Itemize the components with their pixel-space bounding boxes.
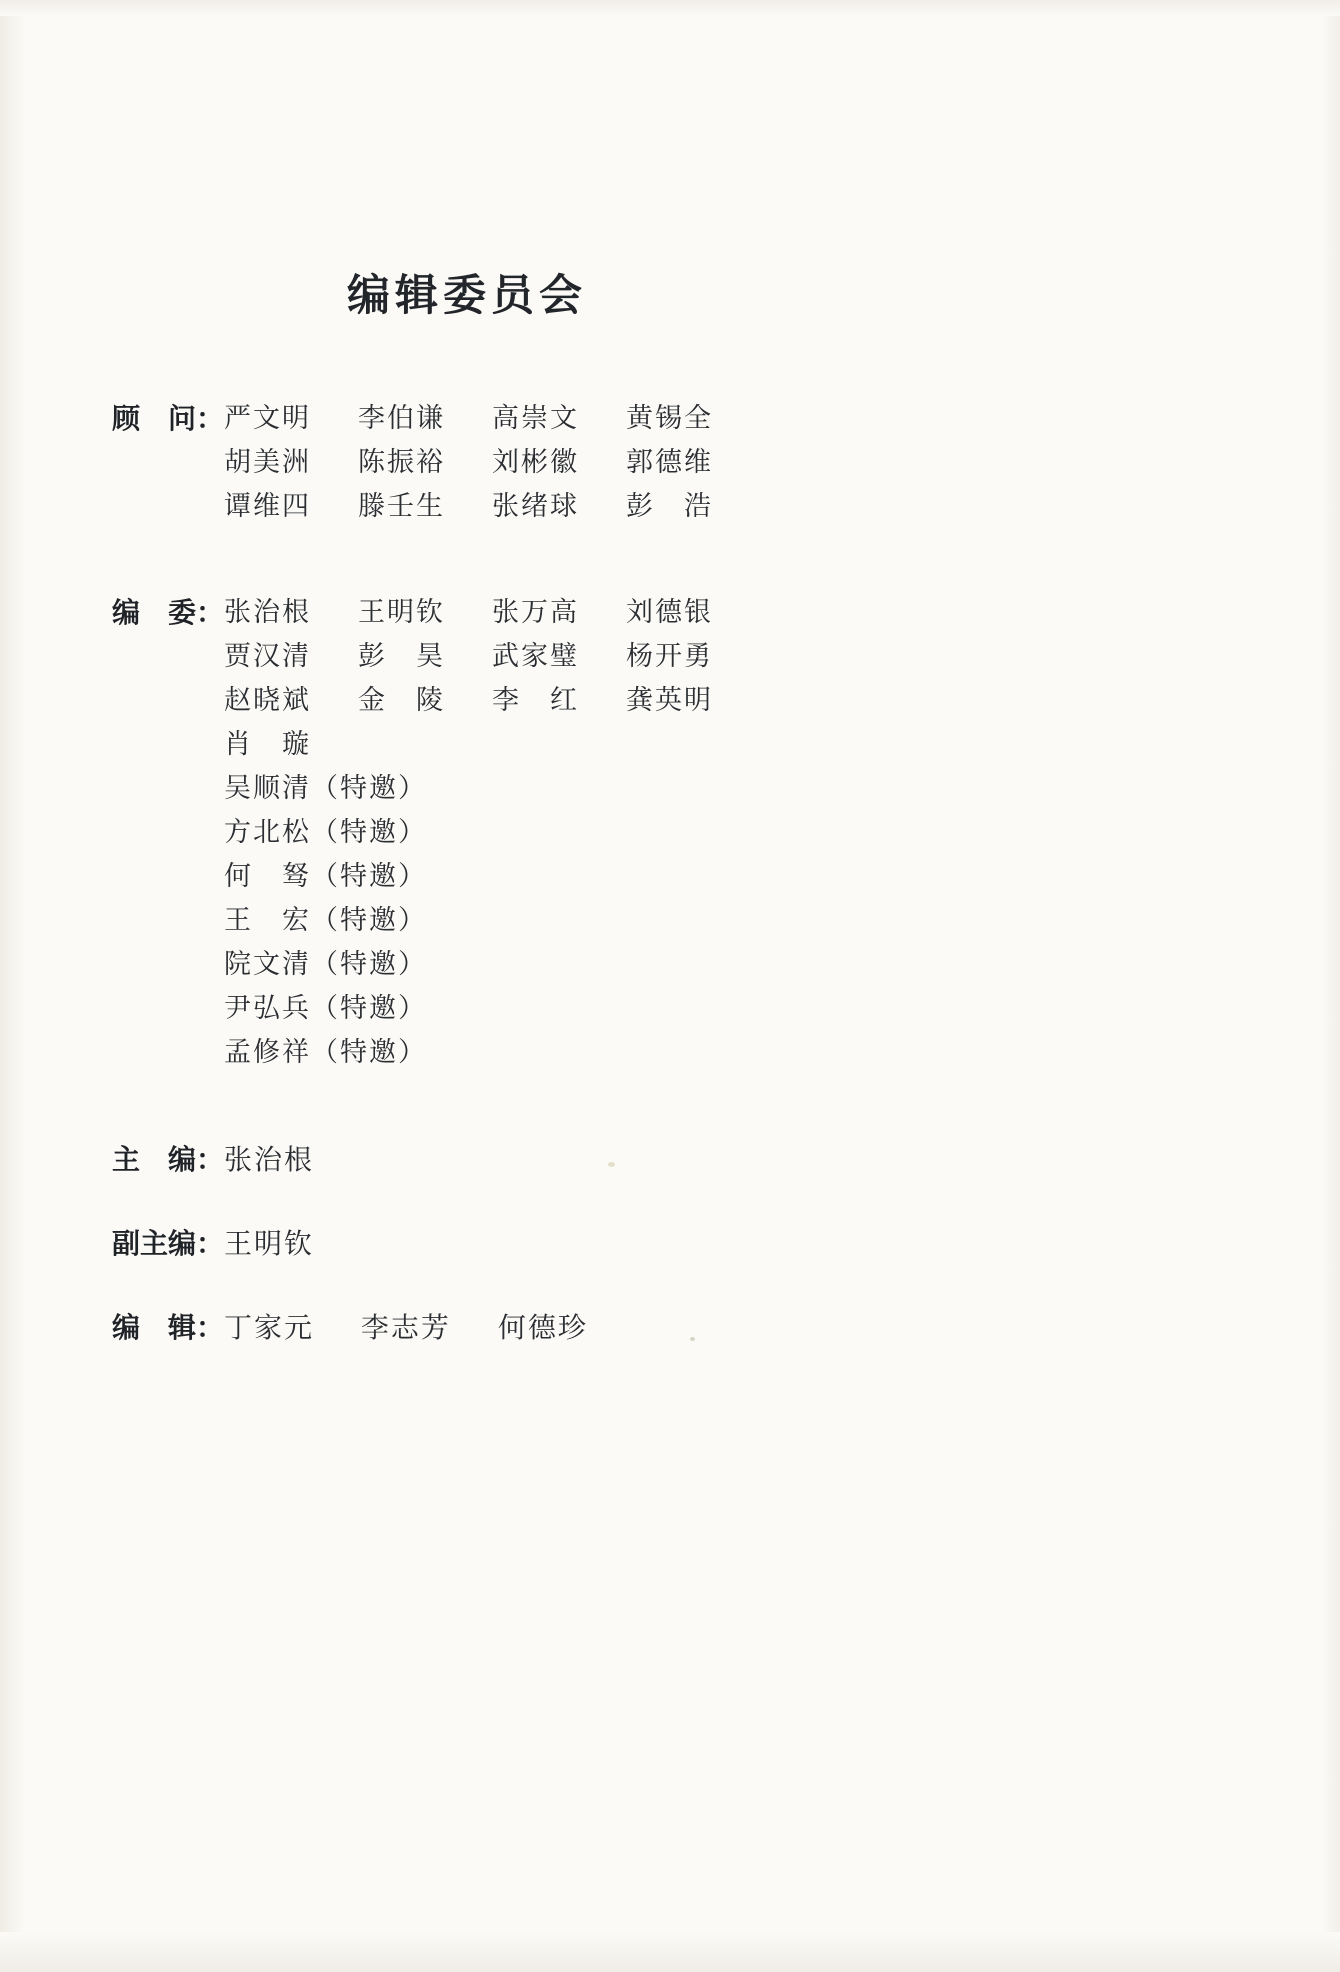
- board-special-member: 吴顺清（特邀）: [224, 773, 427, 804]
- board-special-row: [224, 855, 1242, 899]
- board-member-name: 张万高: [492, 597, 579, 628]
- value-editors: [224, 1305, 624, 1351]
- advisor-name: 滕壬生: [358, 491, 445, 522]
- advisor-name: 刘彬徽: [492, 447, 579, 478]
- section-label-advisors: 顾 问：: [112, 402, 225, 435]
- advisor-name: 彭 浩: [626, 491, 713, 522]
- board-member-name: 贾汉清: [224, 641, 311, 672]
- advisors-row: [224, 485, 1242, 529]
- section-spacer: [112, 565, 1242, 591]
- board-special-member: 方北松（特邀）: [224, 817, 427, 848]
- board-member-name: 李 红: [492, 685, 579, 716]
- section-label-editorial-board: 编 委：: [112, 596, 225, 629]
- board-special-row: [224, 987, 1242, 1031]
- editor-name: 李志芳: [360, 1311, 451, 1344]
- advisors-row: [224, 397, 1242, 441]
- editor-name: 丁家元: [224, 1311, 315, 1344]
- board-member-name: 彭 昊: [358, 641, 445, 672]
- board-row: [224, 723, 1242, 767]
- editorial-board-rows: [224, 591, 1242, 1075]
- page-edge-right: [1322, 0, 1340, 1972]
- board-row: [224, 679, 1242, 723]
- board-special-row: [224, 767, 1242, 811]
- label-editors: 编 辑：: [112, 1311, 225, 1344]
- editor-name: 何德珍: [497, 1311, 588, 1344]
- board-special-member: 院文清（特邀）: [224, 949, 427, 980]
- row-deputy-editor-in-chief: [112, 1221, 1242, 1267]
- board-member-name: 刘德银: [626, 597, 713, 628]
- board-member-name: 杨开勇: [626, 641, 713, 672]
- section-advisors: [112, 397, 1242, 529]
- advisor-name: 谭维四: [224, 491, 311, 522]
- row-editor-in-chief: [112, 1137, 1242, 1183]
- label-deputy-editor-in-chief: 副主编：: [112, 1227, 225, 1260]
- board-member-name: 赵晓斌: [224, 685, 311, 716]
- advisor-name: 黄锡全: [626, 403, 713, 434]
- board-member-name: 龚英明: [626, 685, 713, 716]
- page-edge-top: [0, 0, 1340, 16]
- section-editorial-board: [112, 591, 1242, 1075]
- board-member-name: 张治根: [224, 597, 311, 628]
- advisor-name: 陈振裕: [358, 447, 445, 478]
- advisors-rows: [224, 397, 1242, 529]
- row-editors: [112, 1305, 1242, 1351]
- advisor-name: 严文明: [224, 403, 311, 434]
- value-editor-in-chief: 张治根: [224, 1143, 315, 1176]
- label-editor-in-chief: 主 编：: [112, 1143, 225, 1176]
- value-deputy-editor-in-chief: 王明钦: [224, 1227, 315, 1260]
- advisors-row: [224, 441, 1242, 485]
- section-spacer: [112, 1111, 1242, 1137]
- board-row: [224, 591, 1242, 635]
- page-content: [112, 262, 1242, 1389]
- board-special-row: [224, 899, 1242, 943]
- advisor-name: 张绪球: [492, 491, 579, 522]
- board-special-member: 何 驽（特邀）: [224, 861, 427, 892]
- advisor-name: 胡美洲: [224, 447, 311, 478]
- board-member-name: 武家璧: [492, 641, 579, 672]
- board-special-row: [224, 943, 1242, 987]
- page-edge-left: [0, 0, 26, 1972]
- board-row: [224, 635, 1242, 679]
- board-member-name: 王明钦: [358, 597, 445, 628]
- board-special-row: [224, 1031, 1242, 1075]
- advisor-name: 郭德维: [626, 447, 713, 478]
- board-special-member: 王 宏（特邀）: [224, 905, 427, 936]
- board-member-name: 肖 璇: [224, 729, 311, 760]
- board-special-member: 孟修祥（特邀）: [224, 1037, 427, 1068]
- advisor-name: 李伯谦: [358, 403, 445, 434]
- page-edge-bottom: [0, 1932, 1340, 1972]
- page-title: 编辑委员会: [347, 271, 587, 321]
- board-member-name: 金 陵: [358, 685, 445, 716]
- board-special-member: 尹弘兵（特邀）: [224, 993, 427, 1024]
- advisor-name: 高崇文: [492, 403, 579, 434]
- board-special-row: [224, 811, 1242, 855]
